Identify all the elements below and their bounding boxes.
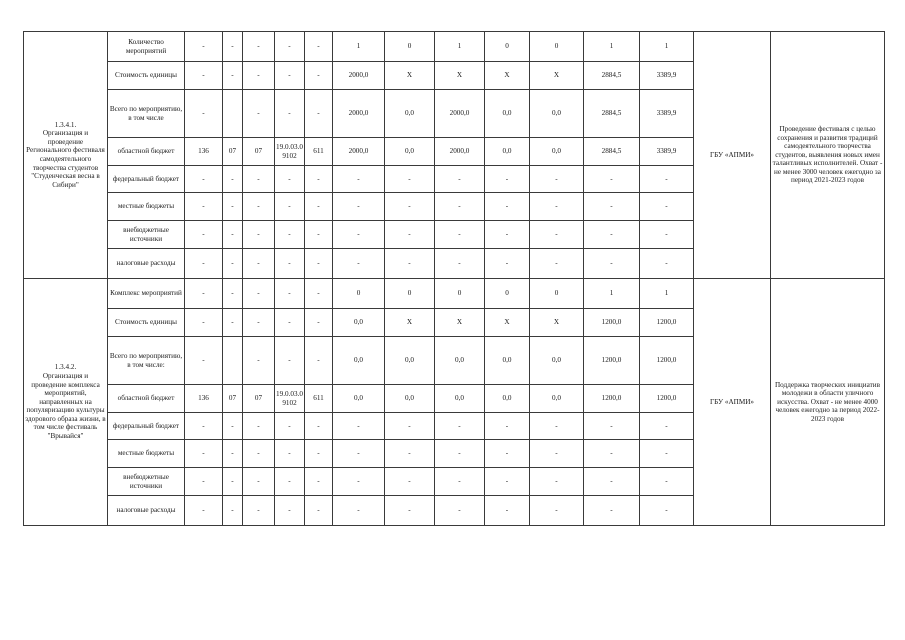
cell-v5: 0 (530, 32, 584, 62)
cell-v3: X (435, 62, 485, 90)
cell-grbs: - (185, 440, 223, 468)
cell-pr: - (243, 32, 275, 62)
cell-v5: - (530, 496, 584, 526)
cell-v4: - (485, 413, 530, 440)
cell-v1: 2000,0 (333, 62, 385, 90)
cell-v1: 2000,0 (333, 138, 385, 166)
cell-v7: - (640, 413, 694, 440)
cell-v5: 0 (530, 279, 584, 309)
cell-grbs: 136 (185, 385, 223, 413)
cell-rz: 07 (223, 138, 243, 166)
cell-pr: - (243, 221, 275, 249)
cell-v3: 0,0 (435, 337, 485, 385)
cell-csr: - (275, 468, 305, 496)
cell-v1: - (333, 440, 385, 468)
cell-v1: 2000,0 (333, 90, 385, 138)
cell-v3: 0 (435, 279, 485, 309)
cell-v5: 0,0 (530, 138, 584, 166)
cell-rz (223, 337, 243, 385)
cell-vr: - (305, 166, 333, 193)
cell-v5: - (530, 221, 584, 249)
cell-v4: - (485, 440, 530, 468)
cell-v5: 0,0 (530, 90, 584, 138)
cell-csr: - (275, 440, 305, 468)
cell-v2: 0 (385, 32, 435, 62)
cell-pr: - (243, 337, 275, 385)
cell-grbs: - (185, 413, 223, 440)
cell-v4: - (485, 496, 530, 526)
cell-v2: - (385, 468, 435, 496)
executor-cell: ГБУ «АПМИ» (694, 32, 771, 279)
cell-v2: - (385, 413, 435, 440)
cell-v6: 1200,0 (584, 309, 640, 337)
cell-grbs: - (185, 337, 223, 385)
row-label: федеральный бюджет (108, 166, 185, 193)
cell-v5: X (530, 62, 584, 90)
cell-v6: - (584, 249, 640, 279)
cell-v7: - (640, 193, 694, 221)
cell-csr: - (275, 166, 305, 193)
row-label: федеральный бюджет (108, 413, 185, 440)
table-row (24, 279, 885, 309)
cell-rz (223, 90, 243, 138)
cell-v7: - (640, 166, 694, 193)
cell-v1: 1 (333, 32, 385, 62)
table-row (24, 32, 885, 62)
cell-pr: - (243, 62, 275, 90)
cell-pr: - (243, 309, 275, 337)
cell-v6: 1 (584, 32, 640, 62)
cell-grbs: - (185, 193, 223, 221)
cell-v2: X (385, 62, 435, 90)
cell-v6: 2884,5 (584, 138, 640, 166)
cell-v4: 0,0 (485, 337, 530, 385)
row-label: местные бюджеты (108, 440, 185, 468)
cell-pr: 07 (243, 138, 275, 166)
cell-v6: 1 (584, 279, 640, 309)
cell-v7: 3389,9 (640, 138, 694, 166)
cell-csr: - (275, 90, 305, 138)
row-label: Стоимость единицы (108, 309, 185, 337)
cell-grbs: - (185, 309, 223, 337)
cell-v5: - (530, 468, 584, 496)
cell-pr: - (243, 468, 275, 496)
cell-pr: - (243, 413, 275, 440)
cell-rz: 07 (223, 385, 243, 413)
cell-grbs: - (185, 279, 223, 309)
row-label: Всего по мероприятию, в том числе (108, 90, 185, 138)
cell-pr: 07 (243, 385, 275, 413)
cell-v2: 0,0 (385, 337, 435, 385)
cell-v2: 0,0 (385, 385, 435, 413)
cell-vr: - (305, 62, 333, 90)
cell-v2: - (385, 440, 435, 468)
cell-grbs: - (185, 468, 223, 496)
cell-v2: - (385, 249, 435, 279)
cell-v7: - (640, 221, 694, 249)
row-label: Количество мероприятий (108, 32, 185, 62)
cell-v4: - (485, 193, 530, 221)
cell-v6: - (584, 496, 640, 526)
cell-v1: 0 (333, 279, 385, 309)
cell-vr: - (305, 221, 333, 249)
cell-csr: - (275, 337, 305, 385)
cell-v4: 0 (485, 279, 530, 309)
cell-vr: - (305, 193, 333, 221)
cell-v4: 0,0 (485, 138, 530, 166)
expected-result-cell: Проведение фестиваля с целью сохранения и развития традиций самодеятельного творчества студентов, выявления новых имен талантливых исполнителей. Охват - не менее 3000 человек ежегодно за период 2021-2023 годов (771, 32, 885, 279)
cell-vr: 611 (305, 138, 333, 166)
cell-v2: - (385, 166, 435, 193)
cell-vr: - (305, 440, 333, 468)
cell-v3: 2000,0 (435, 138, 485, 166)
row-label: налоговые расходы (108, 249, 185, 279)
cell-v3: - (435, 440, 485, 468)
table-body (24, 32, 885, 526)
cell-rz: - (223, 32, 243, 62)
cell-rz: - (223, 496, 243, 526)
cell-v4: - (485, 166, 530, 193)
cell-v1: 0,0 (333, 385, 385, 413)
cell-v3: - (435, 166, 485, 193)
cell-v2: 0,0 (385, 90, 435, 138)
cell-v3: 0,0 (435, 385, 485, 413)
cell-v1: - (333, 193, 385, 221)
cell-v6: - (584, 221, 640, 249)
row-label: Всего по мероприятию, в том числе: (108, 337, 185, 385)
row-label: внебюджетные источники (108, 468, 185, 496)
cell-v3: - (435, 468, 485, 496)
cell-rz: - (223, 249, 243, 279)
cell-grbs: - (185, 62, 223, 90)
cell-v1: - (333, 468, 385, 496)
cell-csr: 19.0.03.0 9102 (275, 385, 305, 413)
cell-v1: - (333, 221, 385, 249)
cell-v5: - (530, 413, 584, 440)
cell-v6: 2884,5 (584, 62, 640, 90)
cell-v6: 1200,0 (584, 385, 640, 413)
executor-cell: ГБУ «АПМИ» (694, 279, 771, 526)
cell-v2: 0,0 (385, 138, 435, 166)
cell-v2: X (385, 309, 435, 337)
cell-v1: - (333, 496, 385, 526)
cell-pr: - (243, 166, 275, 193)
cell-v6: - (584, 166, 640, 193)
cell-pr: - (243, 249, 275, 279)
cell-v1: - (333, 166, 385, 193)
cell-csr: - (275, 496, 305, 526)
expected-result-cell: Поддержка творческих инициатив молодежи в области уличного искусства. Охват - не менее 4000 человек ежегодно за период 2022-2023 годов (771, 279, 885, 526)
cell-v7: - (640, 496, 694, 526)
cell-v4: - (485, 468, 530, 496)
row-label: областной бюджет (108, 138, 185, 166)
cell-v4: 0 (485, 32, 530, 62)
cell-grbs: - (185, 166, 223, 193)
cell-v3: X (435, 309, 485, 337)
cell-vr: - (305, 249, 333, 279)
cell-rz: - (223, 62, 243, 90)
cell-rz: - (223, 166, 243, 193)
cell-csr: - (275, 309, 305, 337)
cell-v2: - (385, 193, 435, 221)
cell-grbs: - (185, 90, 223, 138)
row-label: Стоимость единицы (108, 62, 185, 90)
cell-v7: 1 (640, 32, 694, 62)
cell-grbs: - (185, 221, 223, 249)
cell-csr: 19.0.03.0 9102 (275, 138, 305, 166)
row-label: областной бюджет (108, 385, 185, 413)
cell-v5: 0,0 (530, 385, 584, 413)
cell-v4: - (485, 221, 530, 249)
cell-rz: - (223, 279, 243, 309)
cell-vr: - (305, 337, 333, 385)
cell-v1: - (333, 413, 385, 440)
cell-v5: - (530, 249, 584, 279)
row-label: местные бюджеты (108, 193, 185, 221)
cell-v5: 0,0 (530, 337, 584, 385)
cell-rz: - (223, 193, 243, 221)
cell-pr: - (243, 440, 275, 468)
cell-pr: - (243, 90, 275, 138)
cell-v5: - (530, 440, 584, 468)
cell-v3: - (435, 193, 485, 221)
activity-name-cell: 1.3.4.1. Организация и проведение Регионального фестиваля самодеятельного творчества студентов "Студенческая весна в Сибири" (24, 32, 108, 279)
cell-csr: - (275, 249, 305, 279)
cell-rz: - (223, 468, 243, 496)
cell-csr: - (275, 279, 305, 309)
cell-v4: X (485, 309, 530, 337)
cell-rz: - (223, 440, 243, 468)
cell-csr: - (275, 221, 305, 249)
cell-v3: - (435, 413, 485, 440)
cell-csr: - (275, 193, 305, 221)
cell-v4: 0,0 (485, 385, 530, 413)
cell-v2: 0 (385, 279, 435, 309)
row-label: Комплекс мероприятий (108, 279, 185, 309)
cell-v6: - (584, 468, 640, 496)
cell-v5: - (530, 193, 584, 221)
cell-v3: 2000,0 (435, 90, 485, 138)
cell-grbs: 136 (185, 138, 223, 166)
cell-grbs: - (185, 496, 223, 526)
cell-v7: - (640, 440, 694, 468)
cell-v4: X (485, 62, 530, 90)
cell-v7: - (640, 468, 694, 496)
cell-v4: 0,0 (485, 90, 530, 138)
cell-v3: - (435, 249, 485, 279)
cell-vr: - (305, 90, 333, 138)
cell-rz: - (223, 413, 243, 440)
cell-pr: - (243, 279, 275, 309)
cell-pr: - (243, 496, 275, 526)
row-label: налоговые расходы (108, 496, 185, 526)
cell-v7: 1 (640, 279, 694, 309)
cell-v3: 1 (435, 32, 485, 62)
cell-v5: X (530, 309, 584, 337)
cell-v6: - (584, 193, 640, 221)
cell-v4: - (485, 249, 530, 279)
cell-vr: - (305, 496, 333, 526)
cell-v6: - (584, 413, 640, 440)
cell-v1: 0,0 (333, 337, 385, 385)
cell-v3: - (435, 221, 485, 249)
row-label: внебюджетные источники (108, 221, 185, 249)
cell-vr: 611 (305, 385, 333, 413)
cell-v7: - (640, 249, 694, 279)
cell-vr: - (305, 309, 333, 337)
cell-v1: 0,0 (333, 309, 385, 337)
cell-v6: 1200,0 (584, 337, 640, 385)
cell-csr: - (275, 413, 305, 440)
cell-v5: - (530, 166, 584, 193)
cell-v1: - (333, 249, 385, 279)
cell-v6: - (584, 440, 640, 468)
cell-v3: - (435, 496, 485, 526)
cell-v6: 2884,5 (584, 90, 640, 138)
cell-v7: 1200,0 (640, 337, 694, 385)
cell-rz: - (223, 221, 243, 249)
cell-csr: - (275, 32, 305, 62)
cell-v2: - (385, 221, 435, 249)
cell-v7: 3389,9 (640, 90, 694, 138)
budget-table (23, 31, 885, 526)
cell-v2: - (385, 496, 435, 526)
cell-grbs: - (185, 249, 223, 279)
activity-name-cell: 1.3.4.2. Организация и проведение комплекса мероприятий, направленных на популяризацию культуры здорового образа жизни, в том числе фестиваль "Врывайся" (24, 279, 108, 526)
cell-vr: - (305, 413, 333, 440)
cell-csr: - (275, 62, 305, 90)
cell-v7: 3389,9 (640, 62, 694, 90)
cell-vr: - (305, 32, 333, 62)
cell-vr: - (305, 279, 333, 309)
cell-rz: - (223, 309, 243, 337)
cell-v7: 1200,0 (640, 385, 694, 413)
cell-v7: 1200,0 (640, 309, 694, 337)
cell-grbs: - (185, 32, 223, 62)
cell-pr: - (243, 193, 275, 221)
cell-vr: - (305, 468, 333, 496)
